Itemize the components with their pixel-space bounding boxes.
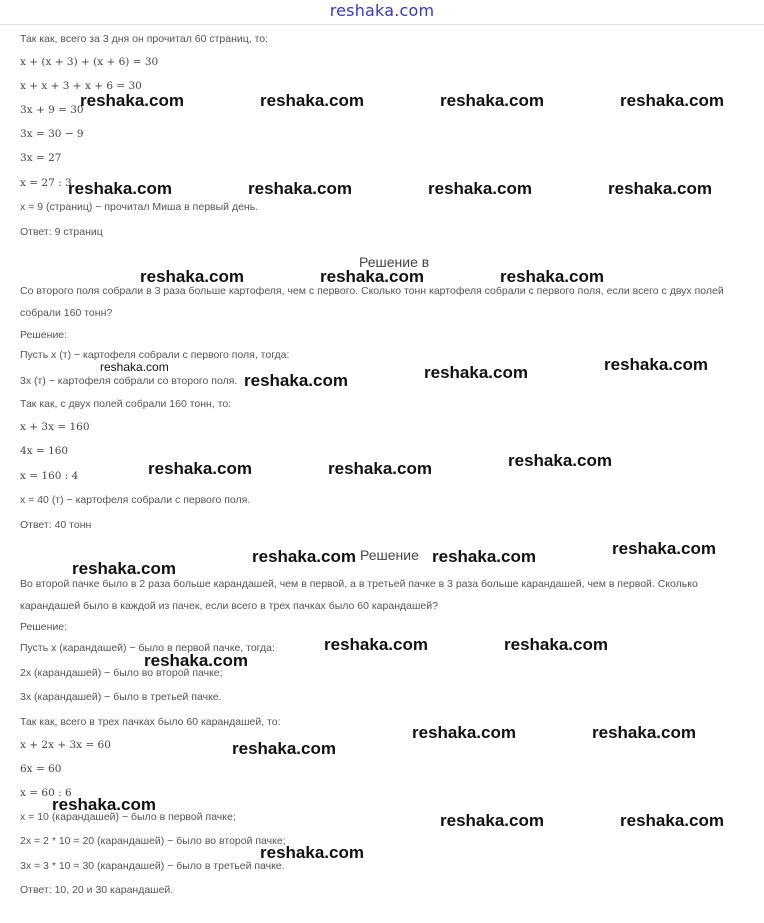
watermark: reshaka.com: [328, 459, 432, 478]
equation-line: 3x + 9 = 30: [20, 104, 84, 116]
watermark: reshaka.com: [148, 459, 252, 478]
equation-line: x + x + 3 + x + 6 = 30: [20, 80, 142, 92]
text-line: Пусть x (карандашей) − было в первой пачке, тогда:: [20, 642, 275, 654]
watermark: reshaka.com: [592, 723, 696, 742]
result-line: 2x = 2 * 10 = 20 (карандашей) − было во второй пачке;: [20, 835, 286, 847]
result-line: x = 10 (карандашей) − было в первой пачке;: [20, 811, 236, 823]
watermark: reshaka.com: [72, 559, 176, 578]
text-line: Так как, всего в трех пачках было 60 карандашей, то:: [20, 716, 281, 728]
watermark: reshaka.com: [500, 267, 604, 286]
section-title: Решение в: [359, 254, 430, 270]
watermark: reshaka.com: [100, 360, 169, 374]
text-line: Решение:: [20, 621, 68, 633]
watermark: reshaka.com: [440, 91, 544, 110]
watermark: reshaka.com: [80, 91, 184, 110]
answer-line: Ответ: 40 тонн: [20, 519, 92, 531]
text-line: 3x (т) − картофеля собрали со второго поля.: [20, 375, 238, 387]
result-line: x = 40 (т) − картофеля собрали с первого поля.: [20, 494, 251, 506]
site-header: [0, 0, 764, 25]
problem-statement: Со второго поля собрали в 3 раза больше картофеля, чем с первого. Сколько тонн картофеля собрали с первого поля, если всего с двух полей собрали 160 тонн?: [20, 285, 724, 319]
watermark: reshaka.com: [440, 811, 544, 830]
answer-line: Ответ: 10, 20 и 30 карандашей.: [20, 884, 174, 896]
equation-line: 6x = 60: [20, 763, 62, 775]
equation-line: x = 60 : 6: [20, 787, 72, 799]
watermark: reshaka.com: [320, 267, 424, 286]
watermark: reshaka.com: [252, 547, 356, 566]
equation-line: x + (x + 3) + (x + 6) = 30: [20, 56, 159, 68]
watermark: reshaka.com: [604, 355, 708, 374]
watermark: reshaka.com: [620, 91, 724, 110]
watermark: reshaka.com: [504, 635, 608, 654]
watermark: reshaka.com: [508, 451, 612, 470]
watermark: reshaka.com: [612, 539, 716, 558]
watermark: reshaka.com: [52, 795, 156, 814]
equation-line: x = 160 : 4: [20, 470, 79, 482]
watermark: reshaka.com: [140, 267, 244, 286]
answer-line: Ответ: 9 страниц: [20, 226, 103, 238]
equation-line: 4x = 160: [20, 445, 69, 457]
equation-line: x + 3x = 160: [20, 421, 90, 433]
watermark: reshaka.com: [260, 843, 364, 862]
problem-statement: Во второй пачке было в 2 раза больше карандашей, чем в первой, а в третьей пачке в 3 раза больше карандашей, чем в первой. Сколько карандашей было в каждой из пачек, если всего в трех пачках было 60 карандашей?: [20, 578, 698, 612]
watermark: reshaka.com: [620, 811, 724, 830]
watermark: reshaka.com: [144, 651, 248, 670]
watermark: reshaka.com: [428, 179, 532, 198]
text-line: 2x (карандашей) − было во второй пачке;: [20, 667, 223, 679]
result-line: 3x = 3 * 10 = 30 (карандашей) − было в третьей пачке.: [20, 860, 285, 872]
watermark: reshaka.com: [324, 635, 428, 654]
text-line: Так как, с двух полей собрали 160 тонн, то:: [20, 398, 232, 410]
watermark: reshaka.com: [608, 179, 712, 198]
watermark: reshaka.com: [432, 547, 536, 566]
watermark: reshaka.com: [68, 179, 172, 198]
text-line: 3x (карандашей) − было в третьей пачке.: [20, 691, 222, 703]
watermark: reshaka.com: [424, 363, 528, 382]
text-line: Пусть x (т) − картофеля собрали с первого поля, тогда:: [20, 349, 290, 361]
watermark: reshaka.com: [244, 371, 348, 390]
equation-line: x = 27 : 3: [20, 177, 72, 189]
watermark: reshaka.com: [248, 179, 352, 198]
text-line: Так как, всего за 3 дня он прочитал 60 страниц, то:: [20, 33, 269, 45]
equation-line: x + 2x + 3x = 60: [20, 739, 111, 751]
equation-line: 3x = 30 − 9: [20, 128, 84, 140]
section-title: Решение: [360, 547, 419, 563]
equation-line: 3x = 27: [20, 152, 62, 164]
result-line: x = 9 (страниц) − прочитал Миша в первый день.: [20, 201, 259, 213]
watermark: reshaka.com: [232, 739, 336, 758]
site-logo[interactable]: reshaka.com: [329, 1, 435, 20]
watermark: reshaka.com: [260, 91, 364, 110]
text-line: Решение:: [20, 329, 68, 341]
watermark: reshaka.com: [412, 723, 516, 742]
